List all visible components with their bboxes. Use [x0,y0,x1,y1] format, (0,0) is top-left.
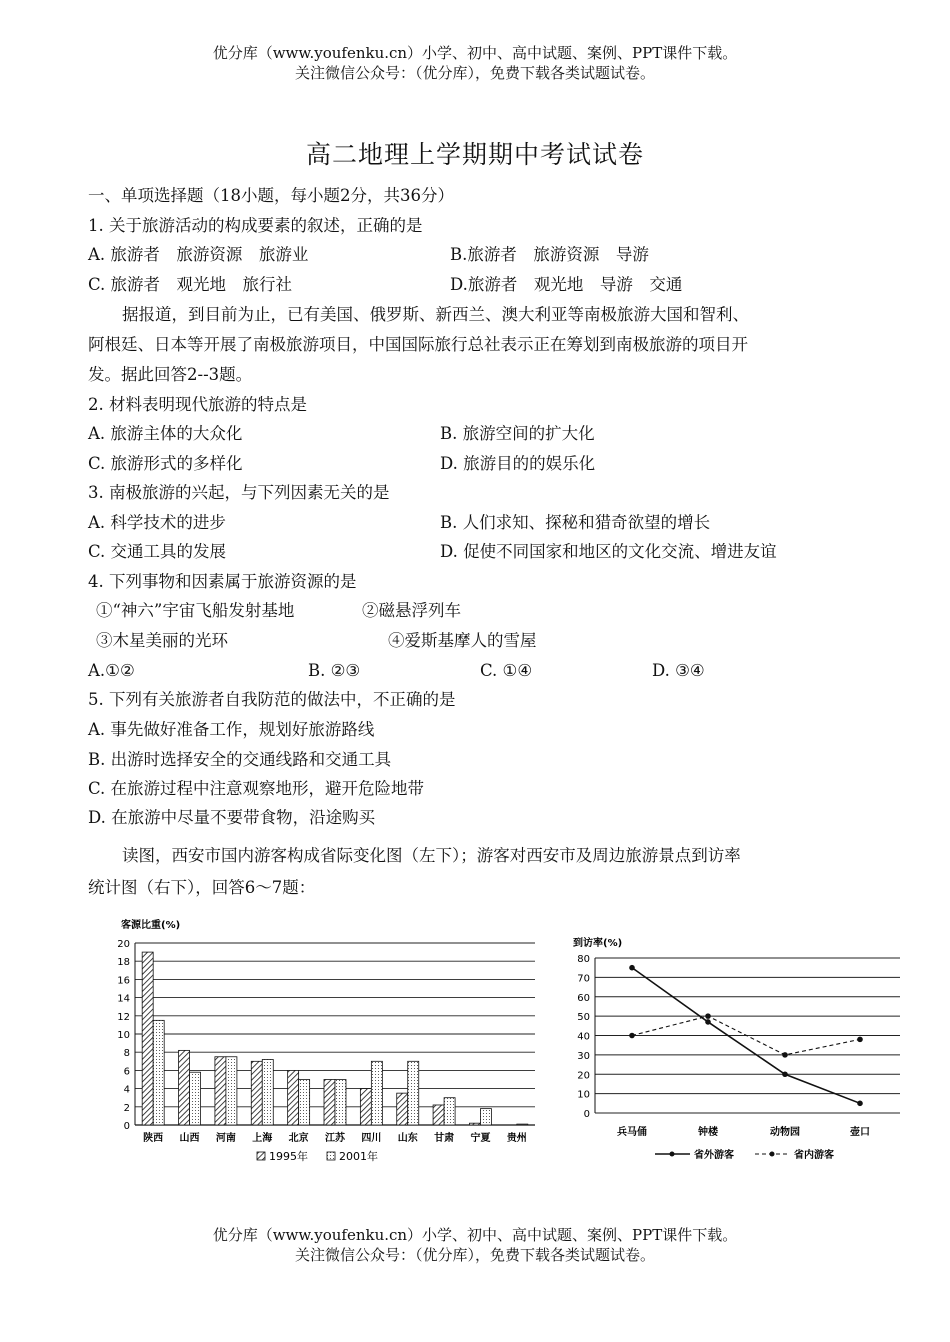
q2-stem: 2. 材料表明现代旅游的特点是 [88,395,307,414]
x-tick-label: 宁夏 [470,1133,491,1144]
y-tick-label: 0 [123,1121,130,1132]
header-line-1: 优分库（www.youfenku.cn）小学、初中、高中试题、案例、PPT课件下载。 [212,44,738,62]
y-axis-title: 到访率(%) [573,938,623,949]
q3-option-a: A. 科学技术的进步 [88,513,226,532]
y-tick-label: 4 [123,1084,130,1096]
bar-1995 [142,952,153,1125]
bar-1995 [324,1080,335,1126]
y-tick-label: 10 [577,1089,590,1101]
q2-option-d: D. 旅游目的的娱乐化 [440,454,596,473]
bar-2001 [335,1080,346,1126]
q5-option-d: D. 在旅游中尽量不要带食物，沿途购买 [88,808,376,827]
y-tick-label: 14 [117,993,130,1005]
bar-2001 [299,1080,310,1126]
legend-swatch-2001 [327,1152,335,1160]
legend-label-outside: 省外游客 [694,1150,734,1161]
y-tick-label: 2 [123,1102,130,1114]
bar-2001 [480,1109,491,1125]
bar-1995 [397,1093,408,1125]
y-tick-label: 20 [577,1070,590,1082]
footer-line-1: 优分库（www.youfenku.cn）小学、初中、高中试题、案例、PPT课件下载。 [212,1226,738,1244]
q5-stem: 5. 下列有关旅游者自我防范的做法中，不正确的是 [88,690,456,709]
q3-option-b: B. 人们求知、探秘和猎奇欲望的增长 [440,513,711,532]
x-tick-label: 上海 [252,1133,273,1144]
x-tick-label: 北京 [288,1133,309,1144]
x-tick-label: 陕西 [143,1133,164,1144]
q3-option-d: D. 促使不同国家和地区的文化交流、增进友谊 [440,542,777,561]
bar-1995 [215,1057,226,1125]
x-tick-label: 甘肃 [434,1133,455,1144]
y-tick-label: 80 [577,954,590,965]
data-point [629,1033,635,1039]
q1-stem: 1. 关于旅游活动的构成要素的叙述，正确的是 [88,216,423,235]
q4-option-a: A.①② [88,661,135,680]
x-tick-label: 兵马俑 [617,1127,647,1138]
data-point [857,1101,863,1107]
bar-1995 [251,1061,262,1125]
data-point [782,1052,788,1058]
legend-label-2001: 2001年 [339,1150,378,1163]
legend-marker-outside [670,1152,675,1157]
bar-2001 [408,1061,419,1125]
x-tick-label: 江苏 [325,1133,345,1144]
bar-2001 [153,1020,164,1125]
x-tick-label: 山西 [179,1133,200,1144]
y-tick-label: 20 [117,939,130,950]
y-tick-label: 8 [123,1048,130,1060]
bar-chart [95,908,555,1178]
q1-option-d: D.旅游者 观光地 导游 交通 [450,275,683,294]
y-tick-label: 60 [577,992,590,1004]
q4-item-4: ④爱斯基摩人的雪屋 [388,631,537,650]
q4-item-2: ②磁悬浮列车 [362,601,461,620]
q2-option-a: A. 旅游主体的大众化 [88,424,243,443]
q4-option-b: B. ②③ [308,661,361,680]
q2-option-c: C. 旅游形式的多样化 [88,454,243,473]
y-tick-label: 6 [123,1066,130,1078]
q5-option-c: C. 在旅游过程中注意观察地形，避开危险地带 [88,779,425,798]
y-tick-label: 30 [577,1050,590,1062]
q3-stem: 3. 南极旅游的兴起，与下列因素无关的是 [88,483,390,502]
bar-2001 [262,1059,273,1125]
passage1-line-1: 据报道，到目前为止，已有美国、俄罗斯、新西兰、澳大利亚等南极旅游大国和智利、 [122,305,749,324]
bar-2001 [190,1072,201,1125]
data-point [782,1071,788,1077]
q5-option-a: A. 事先做好准备工作，规划好旅游路线 [88,720,375,739]
q4-stem: 4. 下列事物和因素属于旅游资源的是 [88,572,357,591]
section-heading: 一、单项选择题（18小题，每小题2分，共36分） [88,186,454,205]
q4-item-1: ①“神六”宇宙飞船发射基地 [96,601,295,620]
q1-option-a: A. 旅游者 旅游资源 旅游业 [88,245,309,264]
x-tick-label: 四川 [361,1133,382,1144]
q3-option-c: C. 交通工具的发展 [88,542,227,561]
bar-2001 [517,1124,528,1125]
data-point [629,965,635,971]
legend-label-inside: 省内游客 [794,1150,834,1161]
y-tick-label: 40 [577,1031,590,1043]
data-point [705,1013,711,1019]
y-tick-label: 16 [117,975,130,987]
data-point [705,1019,711,1025]
page-title: 高二地理上学期期中考试试卷 [305,140,644,169]
q1-option-b: B.旅游者 旅游资源 导游 [450,245,649,264]
x-tick-label: 动物园 [770,1127,800,1138]
legend-swatch-1995 [257,1152,265,1160]
y-axis-title: 客源比重(%) [121,920,181,931]
data-point [857,1037,863,1043]
x-tick-label: 钟楼 [698,1127,718,1138]
x-tick-label: 河南 [215,1133,236,1144]
passage2-line-1: 读图，西安市国内游客构成省际变化图（左下）；游客对西安市及周边旅游景点到访率 [122,846,741,865]
q1-option-c: C. 旅游者 观光地 旅行社 [88,275,293,294]
passage1-line-3: 发。据此回答2--3题。 [88,365,253,384]
x-tick-label: 贵州 [506,1133,527,1144]
bar-2001 [371,1061,382,1125]
q4-item-3: ③木星美丽的光环 [96,631,228,650]
legend-marker-inside [770,1152,775,1157]
q4-option-c: C. ①④ [480,661,533,680]
bar-1995 [433,1105,444,1125]
y-tick-label: 50 [577,1012,590,1024]
q5-option-b: B. 出游时选择安全的交通线路和交通工具 [88,750,392,769]
bar-2001 [226,1057,237,1125]
x-tick-label: 壶口 [850,1127,870,1138]
bar-1995 [360,1089,371,1125]
header-line-2: 关注微信公众号：（优分库），免费下载各类试题试卷。 [294,64,655,82]
bar-1995 [179,1050,190,1125]
line-chart [560,928,920,1178]
y-tick-label: 12 [117,1011,130,1023]
bar-2001 [444,1098,455,1125]
q4-option-d: D. ③④ [652,661,705,680]
x-tick-label: 山东 [397,1133,418,1144]
passage2-line-2: 统计图（右下），回答6～7题： [88,878,316,897]
legend-label-1995: 1995年 [269,1150,308,1163]
y-tick-label: 10 [117,1030,130,1041]
bar-1995 [288,1070,299,1125]
y-tick-label: 70 [577,973,590,985]
q2-option-b: B. 旅游空间的扩大化 [440,424,595,443]
passage1-line-2: 阿根廷、日本等开展了南极旅游项目，中国国际旅行总社表示正在筹划到南极旅游的项目开 [88,335,748,354]
y-tick-label: 0 [583,1109,590,1120]
bar-1995 [469,1123,480,1125]
footer-line-2: 关注微信公众号：（优分库），免费下载各类试题试卷。 [294,1246,655,1264]
y-tick-label: 18 [117,957,130,969]
